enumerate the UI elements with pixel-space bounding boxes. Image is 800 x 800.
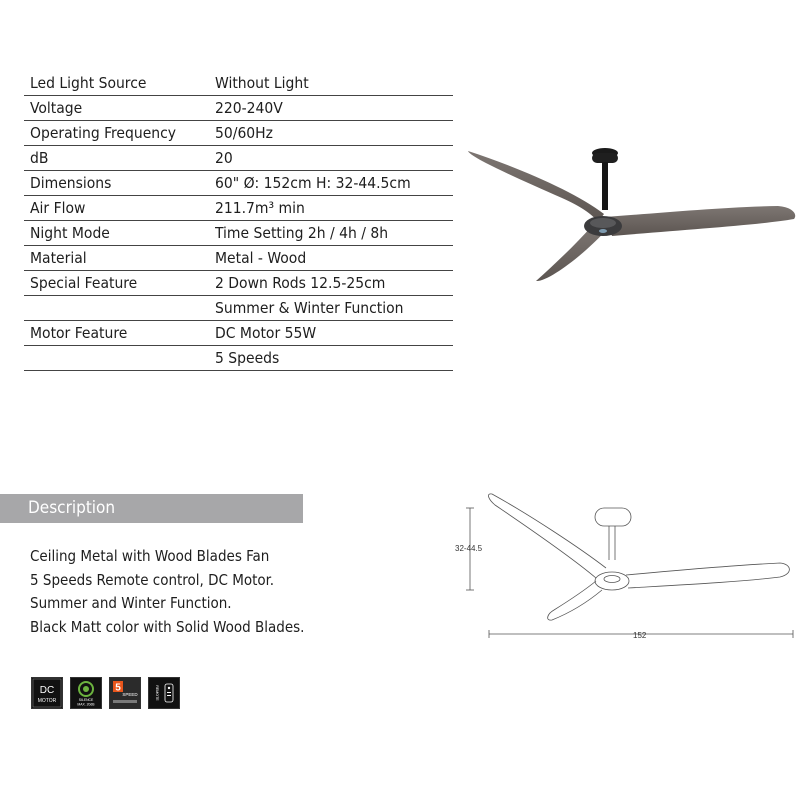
spec-label — [24, 346, 215, 371]
spec-row-night-mode — [24, 221, 453, 246]
spec-row-db — [24, 146, 453, 171]
spec-value: 211.7m³ min — [215, 196, 453, 221]
dc-motor-badge-subtext: MOTOR — [37, 698, 57, 704]
spec-row-special-feature-cont — [24, 296, 453, 321]
spec-label: Material — [24, 246, 215, 271]
silence-badge-subtext: MAX. 20dB — [77, 702, 95, 707]
spec-row-special-feature — [24, 271, 453, 296]
spec-row-operating-frequency — [24, 121, 453, 146]
spec-value: 2 Down Rods 12.5-25cm — [215, 271, 453, 296]
spec-value: Metal - Wood — [215, 246, 453, 271]
spec-label: dB — [24, 146, 215, 171]
spec-value: 50/60Hz — [215, 121, 453, 146]
spec-value: 60" Ø: 152cm H: 32-44.5cm — [215, 171, 453, 196]
spec-label: Air Flow — [24, 196, 215, 221]
spec-label: Operating Frequency — [24, 121, 215, 146]
fan-downrod — [602, 162, 608, 210]
dc-motor-badge-text: DC — [39, 685, 55, 696]
remote-control-badge — [148, 677, 180, 709]
spec-row-motor-feature — [24, 321, 453, 346]
description-line: Black Matt color with Solid Wood Blades. — [30, 617, 305, 636]
speed-badge-text: SPEED — [122, 692, 138, 697]
spec-label: Night Mode — [24, 221, 215, 246]
spec-row-led-light-source — [24, 71, 453, 96]
spec-row-motor-feature-cont — [24, 346, 453, 371]
specifications-table — [24, 71, 453, 371]
ceiling-fan-photo — [460, 140, 800, 290]
spec-value: Without Light — [215, 71, 453, 96]
spec-value: 220-240V — [215, 96, 453, 121]
description-text — [30, 545, 304, 639]
spec-row-dimensions — [24, 171, 453, 196]
description-line: Summer and Winter Function. — [30, 594, 232, 612]
spec-label: Special Feature — [24, 271, 215, 296]
spec-row-material — [24, 246, 453, 271]
five-speed-badge — [109, 677, 141, 709]
remote-badge-text: REMOTE — [155, 685, 159, 701]
spec-row-voltage — [24, 96, 453, 121]
spec-label: Led Light Source — [24, 71, 215, 96]
spec-label: Motor Feature — [24, 321, 215, 346]
description-title: Description — [28, 498, 116, 518]
spec-value: DC Motor 55W — [215, 321, 453, 346]
fan-blade-left — [468, 151, 604, 222]
diagram-fan-outline — [488, 494, 789, 620]
silence-badge-text: SILENCE — [78, 698, 94, 702]
spec-label — [24, 296, 215, 321]
width-dimension-label: 152 — [633, 631, 647, 640]
dimension-diagram — [450, 488, 800, 648]
description-line: 5 Speeds Remote control, DC Motor. — [30, 570, 275, 589]
description-header-bar — [0, 494, 303, 523]
spec-value: 5 Speeds — [215, 346, 453, 371]
spec-row-air-flow — [24, 196, 453, 221]
spec-label: Voltage — [24, 96, 215, 121]
spec-value: Time Setting 2h / 4h / 8h — [215, 221, 453, 246]
description-line: Ceiling Metal with Wood Blades Fan — [30, 547, 270, 565]
spec-value: 20 — [215, 146, 453, 171]
speed-badge-number: 5 — [115, 682, 121, 694]
fan-blade-right — [604, 206, 795, 236]
spec-label: Dimensions — [24, 171, 215, 196]
dc-motor-badge — [31, 677, 63, 709]
silence-badge — [70, 677, 102, 709]
spec-value: Summer & Winter Function — [215, 296, 453, 321]
fan-motor-hub — [584, 216, 622, 236]
height-dimension-label: 32-44.5 — [455, 544, 483, 553]
fan-canopy — [592, 148, 618, 163]
